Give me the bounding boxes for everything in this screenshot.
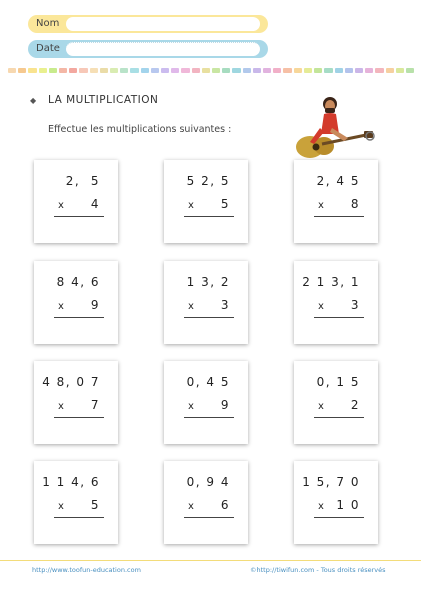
- multiplicand: 1 5, 7 0: [302, 475, 360, 489]
- multiplicand: 4 8, 0 7: [42, 375, 100, 389]
- exercise-card: [164, 261, 248, 344]
- exercise-card: [34, 261, 118, 344]
- stripe-segment: [314, 68, 322, 73]
- answer-line[interactable]: [184, 317, 234, 318]
- stripe-segment: [345, 68, 353, 73]
- section-title: LA MULTIPLICATION: [48, 94, 159, 106]
- stripe-segment: [335, 68, 343, 73]
- stripe-segment: [212, 68, 220, 73]
- exercise-card: [294, 261, 378, 344]
- exercise-card: [294, 160, 378, 243]
- times-sign: x: [188, 301, 194, 312]
- name-label: Nom: [36, 18, 60, 29]
- color-stripe: [8, 68, 414, 73]
- times-sign: x: [188, 200, 194, 211]
- answer-line[interactable]: [314, 417, 364, 418]
- stripe-segment: [202, 68, 210, 73]
- exercise-card: [294, 461, 378, 544]
- stripe-segment: [18, 68, 26, 73]
- stripe-segment: [110, 68, 118, 73]
- multiplicand: 1 1 4, 6: [42, 475, 100, 489]
- stripe-segment: [386, 68, 394, 73]
- stripe-segment: [406, 68, 414, 73]
- times-sign: x: [58, 501, 64, 512]
- answer-line[interactable]: [314, 517, 364, 518]
- multiplier: 5: [220, 197, 230, 211]
- multiplier: 6: [220, 498, 230, 512]
- stripe-segment: [120, 68, 128, 73]
- multiplicand: 0, 1 5: [316, 375, 360, 389]
- stripe-segment: [130, 68, 138, 73]
- times-sign: x: [188, 501, 194, 512]
- times-sign: x: [318, 401, 324, 412]
- stripe-segment: [151, 68, 159, 73]
- multiplier: 4: [90, 197, 100, 211]
- footer-divider: [0, 560, 421, 561]
- answer-line[interactable]: [184, 417, 234, 418]
- answer-line[interactable]: [184, 517, 234, 518]
- times-sign: x: [318, 200, 324, 211]
- multiplier: 7: [90, 398, 100, 412]
- multiplier: 3: [220, 298, 230, 312]
- stripe-segment: [192, 68, 200, 73]
- date-field[interactable]: [28, 40, 268, 58]
- stripe-segment: [222, 68, 230, 73]
- stripe-segment: [232, 68, 240, 73]
- diamond-bullet-icon: ◆: [30, 96, 37, 105]
- stripe-segment: [375, 68, 383, 73]
- answer-line[interactable]: [314, 317, 364, 318]
- times-sign: x: [318, 501, 324, 512]
- multiplier: 5: [90, 498, 100, 512]
- stripe-segment: [273, 68, 281, 73]
- exercise-card: [34, 461, 118, 544]
- times-sign: x: [58, 301, 64, 312]
- exercise-card: [164, 461, 248, 544]
- answer-line[interactable]: [54, 317, 104, 318]
- multiplicand: 2 1 3, 1: [302, 275, 360, 289]
- footer-website-link[interactable]: http://www.toofun-education.com: [32, 566, 141, 574]
- exercise-card: [34, 160, 118, 243]
- stripe-segment: [90, 68, 98, 73]
- multiplier: 9: [220, 398, 230, 412]
- multiplicand: 8 4, 6: [56, 275, 100, 289]
- stripe-segment: [171, 68, 179, 73]
- stripe-segment: [161, 68, 169, 73]
- stripe-segment: [100, 68, 108, 73]
- multiplicand: 2, 5: [65, 174, 100, 188]
- multiplier: 2: [350, 398, 360, 412]
- stripe-segment: [69, 68, 77, 73]
- stripe-segment: [141, 68, 149, 73]
- answer-line[interactable]: [54, 517, 104, 518]
- stripe-segment: [396, 68, 404, 73]
- stripe-segment: [304, 68, 312, 73]
- stripe-segment: [181, 68, 189, 73]
- times-sign: x: [188, 401, 194, 412]
- answer-line[interactable]: [184, 216, 234, 217]
- date-label: Date: [36, 43, 60, 54]
- footer-copyright: ©http://tiwifun.com - Tous droits réservés: [250, 566, 386, 574]
- multiplier: 9: [90, 298, 100, 312]
- multiplier: 1 0: [336, 498, 360, 512]
- stripe-segment: [324, 68, 332, 73]
- stripe-segment: [59, 68, 67, 73]
- answer-line[interactable]: [54, 216, 104, 217]
- stripe-segment: [263, 68, 271, 73]
- answer-line[interactable]: [54, 417, 104, 418]
- multiplicand: 1 3, 2: [186, 275, 230, 289]
- guitar-player-illustration: [284, 92, 380, 164]
- multiplicand: 5 2, 5: [186, 174, 230, 188]
- stripe-segment: [283, 68, 291, 73]
- stripe-segment: [243, 68, 251, 73]
- multiplicand: 0, 9 4: [186, 475, 230, 489]
- exercise-card: [164, 160, 248, 243]
- stripe-segment: [365, 68, 373, 73]
- answer-line[interactable]: [314, 216, 364, 217]
- stripe-segment: [39, 68, 47, 73]
- stripe-segment: [79, 68, 87, 73]
- exercise-card: [34, 361, 118, 444]
- multiplier: 3: [350, 298, 360, 312]
- name-input-line[interactable]: [66, 17, 260, 31]
- stripe-segment: [8, 68, 16, 73]
- multiplier: 8: [350, 197, 360, 211]
- times-sign: x: [58, 401, 64, 412]
- instruction-text: Effectue les multiplications suivantes :: [48, 124, 232, 135]
- times-sign: x: [318, 301, 324, 312]
- stripe-segment: [294, 68, 302, 73]
- stripe-segment: [49, 68, 57, 73]
- exercise-card: [164, 361, 248, 444]
- stripe-segment: [253, 68, 261, 73]
- exercise-card: [294, 361, 378, 444]
- date-input-line[interactable]: [66, 42, 260, 56]
- name-field[interactable]: [28, 15, 268, 33]
- times-sign: x: [58, 200, 64, 211]
- stripe-segment: [28, 68, 36, 73]
- multiplicand: 2, 4 5: [316, 174, 360, 188]
- multiplicand: 0, 4 5: [186, 375, 230, 389]
- stripe-segment: [355, 68, 363, 73]
